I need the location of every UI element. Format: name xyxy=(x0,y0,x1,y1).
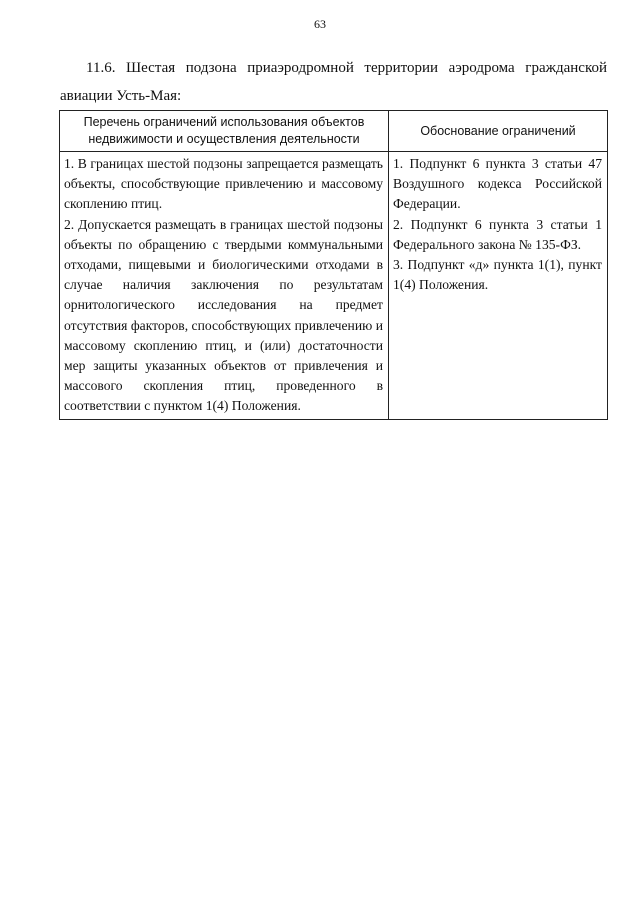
restriction-item: 2. Допускается размещать в границах шестой подзоны объекты по обращению с твердыми коммунальными отходами, пищевыми и биологическими отходами в случае наличия заключения по результатам орнитологического исследования на предмет отсутствия факторов, способствующих привлечению и массовому скоплению птиц, и (или) достаточности мер защиты указанных объектов от привлечения и массового скопления птиц, проведенного в соответствии с пунктом 1(4) Положения. xyxy=(64,216,383,414)
table-row xyxy=(60,152,608,420)
page-number: 63 xyxy=(314,17,326,31)
header-justification: Обоснование ограничений xyxy=(389,111,608,152)
table-header-row xyxy=(60,111,608,152)
restriction-item: 1. В границах шестой подзоны запрещается размещать объекты, способствующие привлечению и массовому скоплению птиц. xyxy=(64,156,383,212)
justification-item: 1. Подпункт 6 пункта 3 статьи 47 Воздушного кодекса Российской Федерации. xyxy=(393,156,602,212)
justification-item: 3. Подпункт «д» пункта 1(1), пункт 1(4) Положения. xyxy=(393,257,602,293)
justification-item: 2. Подпункт 6 пункта 3 статьи 1 Федерального закона № 135-ФЗ. xyxy=(393,216,602,252)
justification-cell xyxy=(389,152,608,420)
header-restrictions: Перечень ограничений использования объектов недвижимости и осуществления деятельности xyxy=(60,111,389,152)
restrictions-cell xyxy=(60,152,389,420)
restrictions-table xyxy=(59,110,608,420)
section-heading: 11.6. Шестая подзона приаэродромной территории аэродрома гражданской авиации Усть-Мая: xyxy=(60,60,607,104)
